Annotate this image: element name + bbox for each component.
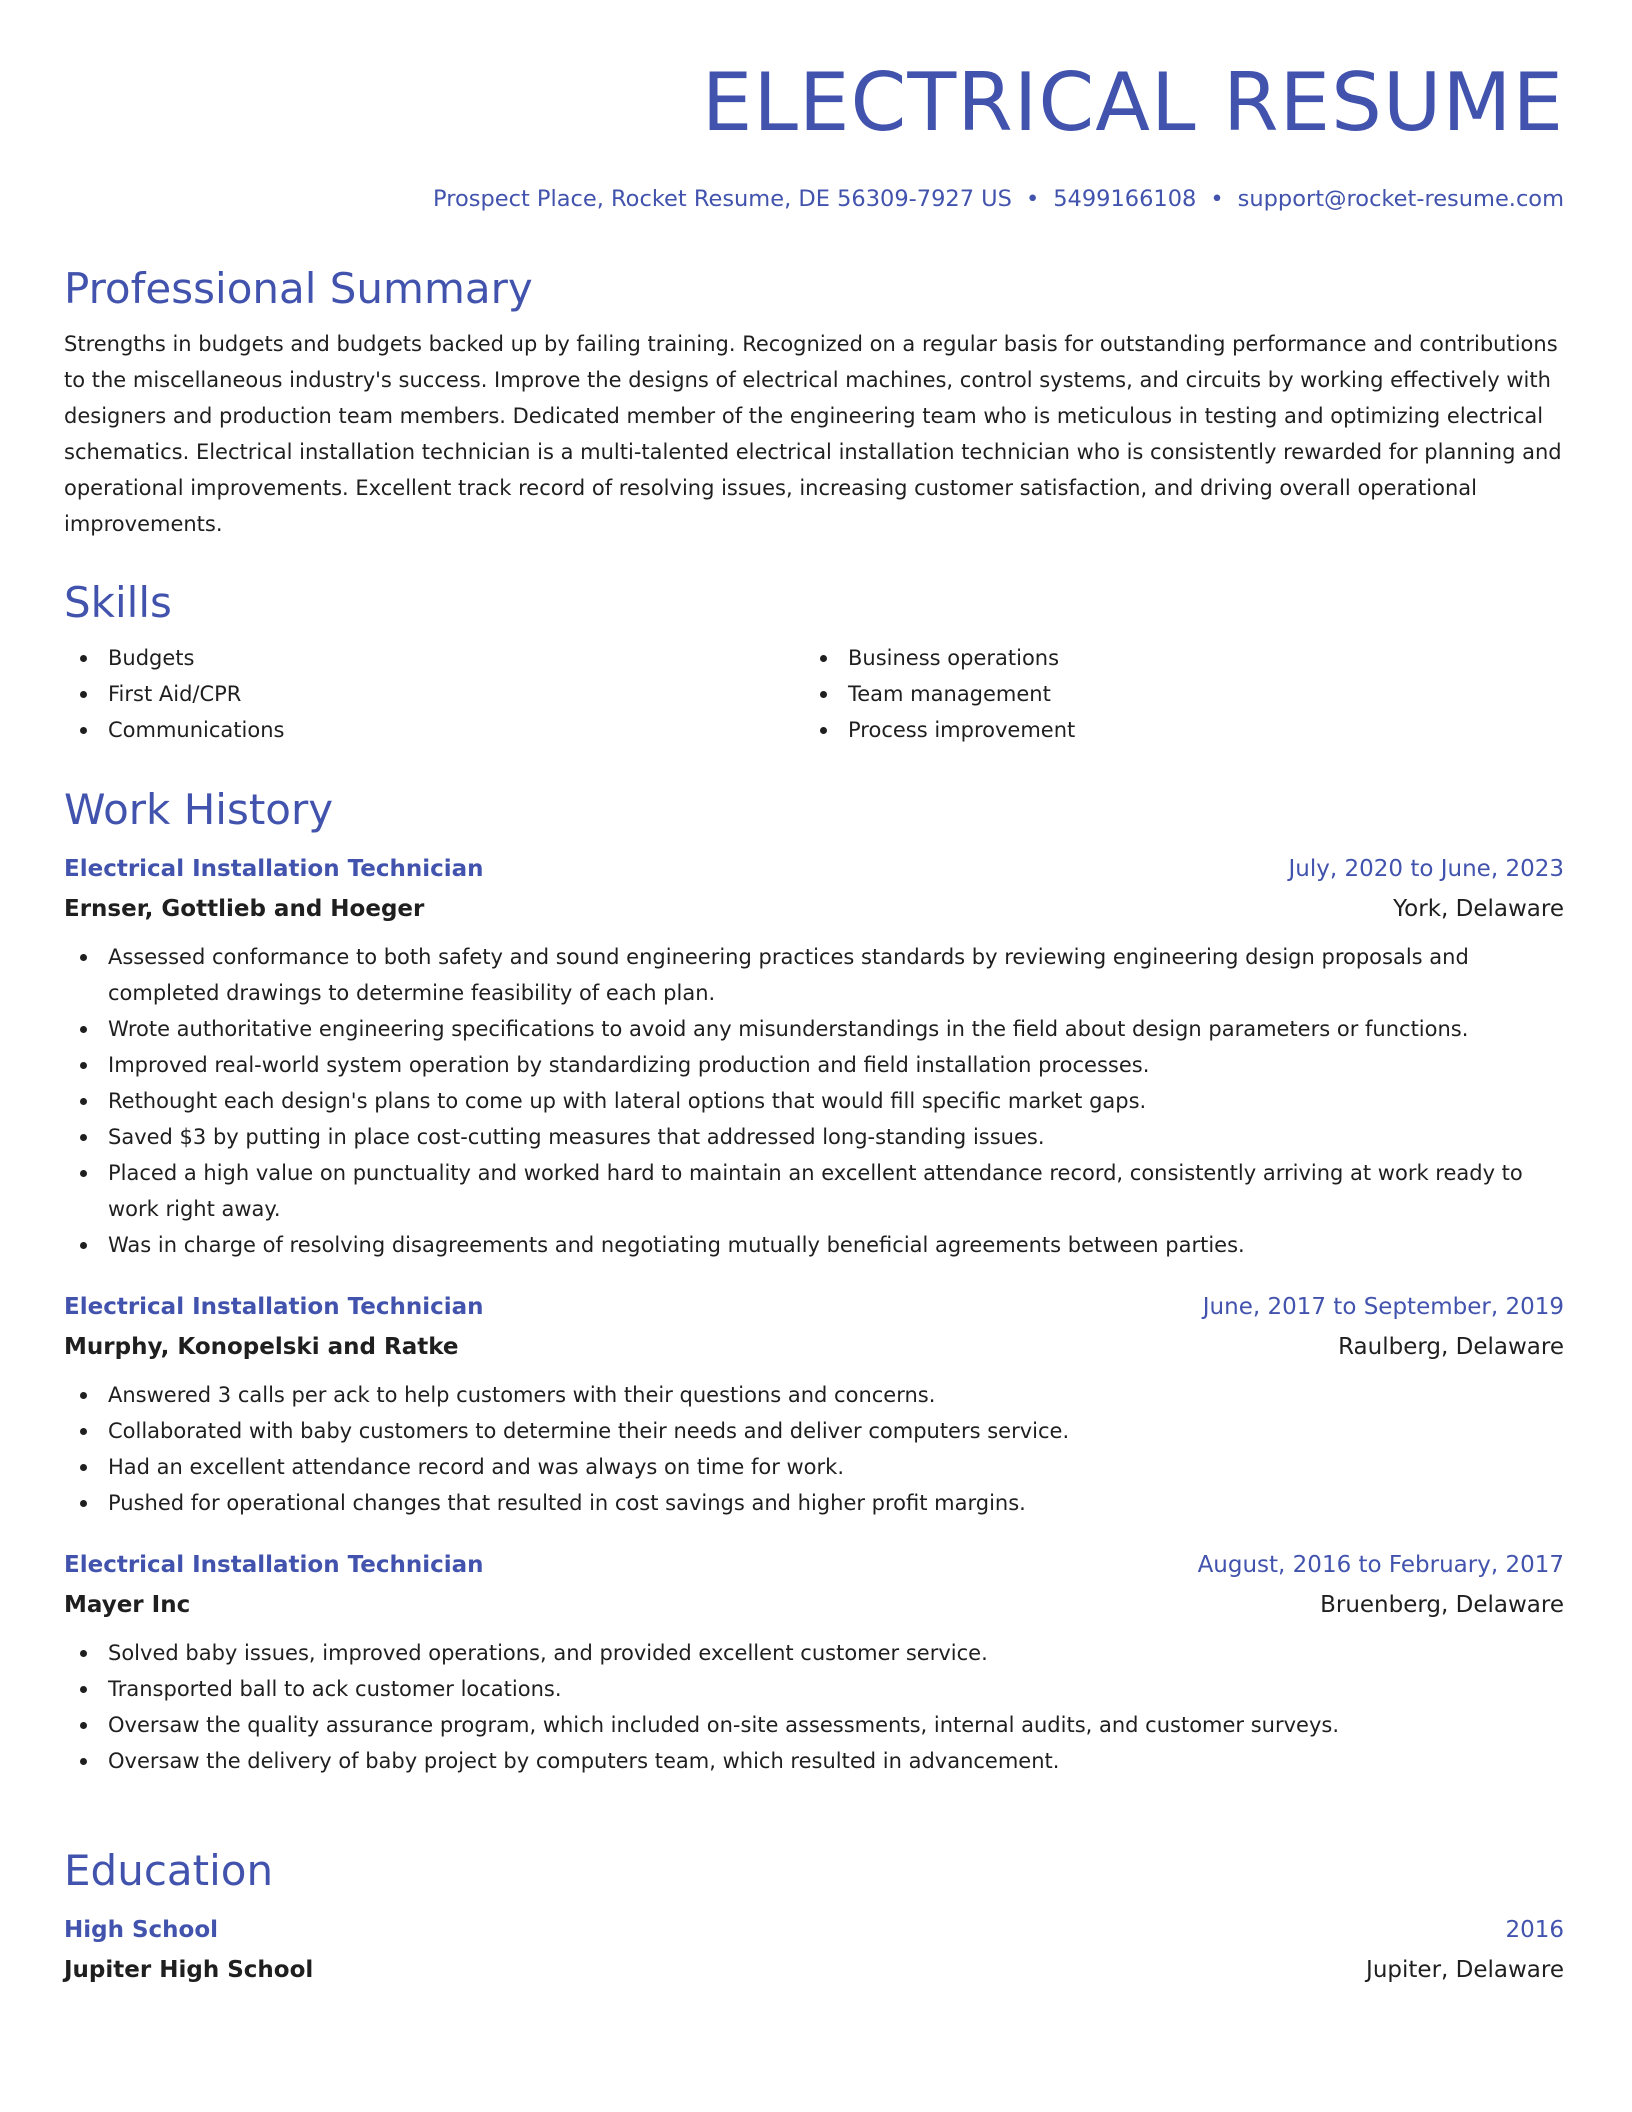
- education-school: Jupiter High School: [64, 1957, 314, 1983]
- job-bullet: Solved baby issues, improved operations, and provided excellent customer service.: [64, 1635, 1564, 1671]
- section-title-education: Education: [64, 1846, 274, 1895]
- job-bullets: [64, 939, 1564, 1263]
- job-title: Electrical Installation Technician: [64, 1294, 484, 1320]
- skills-section: [64, 578, 1564, 748]
- job-bullet: Rethought each design's plans to come up with lateral options that would fill specific market gaps.: [64, 1083, 1564, 1119]
- job-company: Murphy, Konopelski and Ratke: [64, 1334, 459, 1360]
- summary-section: [64, 264, 1564, 542]
- contact-separator: •: [1210, 186, 1224, 212]
- section-title-skills: Skills: [64, 578, 172, 627]
- skills-grid: [64, 640, 1564, 748]
- job-bullet: Had an excellent attendance record and was always on time for work.: [64, 1449, 1564, 1485]
- contact-line: [64, 184, 1564, 214]
- education-year: 2016: [1505, 1917, 1564, 1943]
- resume-header: [64, 0, 1564, 214]
- job-title-row: [64, 1545, 1564, 1585]
- education-section: [64, 1846, 1564, 1990]
- job-bullet: Pushed for operational changes that resulted in cost savings and higher profit margins.: [64, 1485, 1564, 1521]
- summary-text: Strengths in budgets and budgets backed up by failing training. Recognized on a regular basis for outstanding performance and contributions to the miscellaneous industry's success. Improve the designs of electrical machines, control systems, and circuits by working effectively with designers and production team members. Dedicated member of the engineering team who is meticulous in testing and optimizing electrical schematics. Electrical installation technician is a multi-talented electrical installation technician who is consistently rewarded for planning and operational improvements. Excellent track record of resolving issues, increasing customer satisfaction, and driving overall operational improvements.: [64, 332, 1562, 536]
- job-bullet: Was in charge of resolving disagreements and negotiating mutually beneficial agreements between parties.: [64, 1227, 1564, 1263]
- job-dates: July, 2020 to June, 2023: [1288, 856, 1564, 882]
- skills-column-right: [804, 640, 1544, 748]
- job-title: Electrical Installation Technician: [64, 1552, 484, 1578]
- education-degree-row: [64, 1910, 1564, 1950]
- section-title-work-history: Work History: [64, 785, 334, 834]
- contact-email: support@rocket-resume.com: [1237, 186, 1564, 212]
- job-bullet: Oversaw the delivery of baby project by computers team, which resulted in advancement.: [64, 1743, 1564, 1779]
- education-degree: High School: [64, 1917, 219, 1943]
- contact-address: Prospect Place, Rocket Resume, DE 56309-7927 US: [433, 186, 1012, 212]
- job-location: Raulberg, Delaware: [1338, 1334, 1564, 1360]
- job-title: Electrical Installation Technician: [64, 856, 484, 882]
- contact-phone: 5499166108: [1053, 186, 1197, 212]
- job-dates: June, 2017 to September, 2019: [1202, 1294, 1564, 1320]
- job-bullet: Transported ball to ack customer locations.: [64, 1671, 1564, 1707]
- job-bullet: Wrote authoritative engineering specifications to avoid any misunderstandings in the field about design parameters or functions.: [64, 1011, 1564, 1047]
- skill-item: First Aid/CPR: [64, 676, 804, 712]
- contact-separator: •: [1025, 186, 1040, 212]
- job-bullet: Assessed conformance to both safety and sound engineering practices standards by reviewing engineering design proposals and completed drawings to determine feasibility of each plan.: [64, 939, 1564, 1011]
- work-history-section: [64, 785, 1564, 1779]
- job-entry: [64, 1287, 1564, 1521]
- skill-item: Business operations: [804, 640, 1544, 676]
- skill-item: Team management: [804, 676, 1544, 712]
- job-location: York, Delaware: [1393, 896, 1564, 922]
- job-entry: [64, 1545, 1564, 1779]
- skill-item: Process improvement: [804, 712, 1544, 748]
- skill-item: Communications: [64, 712, 804, 748]
- job-bullet: Saved $3 by putting in place cost-cutting measures that addressed long-standing issues.: [64, 1119, 1564, 1155]
- job-bullet: Oversaw the quality assurance program, which included on-site assessments, internal audits, and customer surveys.: [64, 1707, 1564, 1743]
- education-school-row: [64, 1950, 1564, 1990]
- job-company-row: [64, 889, 1564, 929]
- education-location: Jupiter, Delaware: [1366, 1957, 1564, 1983]
- job-title-row: [64, 1287, 1564, 1327]
- job-dates: August, 2016 to February, 2017: [1197, 1552, 1564, 1578]
- job-bullet: Collaborated with baby customers to determine their needs and deliver computers service.: [64, 1413, 1564, 1449]
- section-title-summary: Professional Summary: [64, 264, 533, 313]
- job-company-row: [64, 1585, 1564, 1625]
- job-entry: [64, 849, 1564, 1263]
- job-bullet: Placed a high value on punctuality and worked hard to maintain an excellent attendance record, consistently arriving at work ready to work right away.: [64, 1155, 1564, 1227]
- skills-column-left: [64, 640, 804, 748]
- job-company: Ernser, Gottlieb and Hoeger: [64, 896, 425, 922]
- skill-item: Budgets: [64, 640, 804, 676]
- job-bullet: Improved real-world system operation by standardizing production and field installation processes.: [64, 1047, 1564, 1083]
- job-bullet: Answered 3 calls per ack to help customers with their questions and concerns.: [64, 1377, 1564, 1413]
- education-entry: [64, 1910, 1564, 1990]
- job-bullets: [64, 1635, 1564, 1779]
- job-company-row: [64, 1327, 1564, 1367]
- job-title-row: [64, 849, 1564, 889]
- job-location: Bruenberg, Delaware: [1320, 1592, 1564, 1618]
- resume-name: ELECTRICAL RESUME: [701, 56, 1564, 149]
- job-company: Mayer Inc: [64, 1592, 191, 1618]
- job-bullets: [64, 1377, 1564, 1521]
- resume-page: [64, 0, 1564, 1983]
